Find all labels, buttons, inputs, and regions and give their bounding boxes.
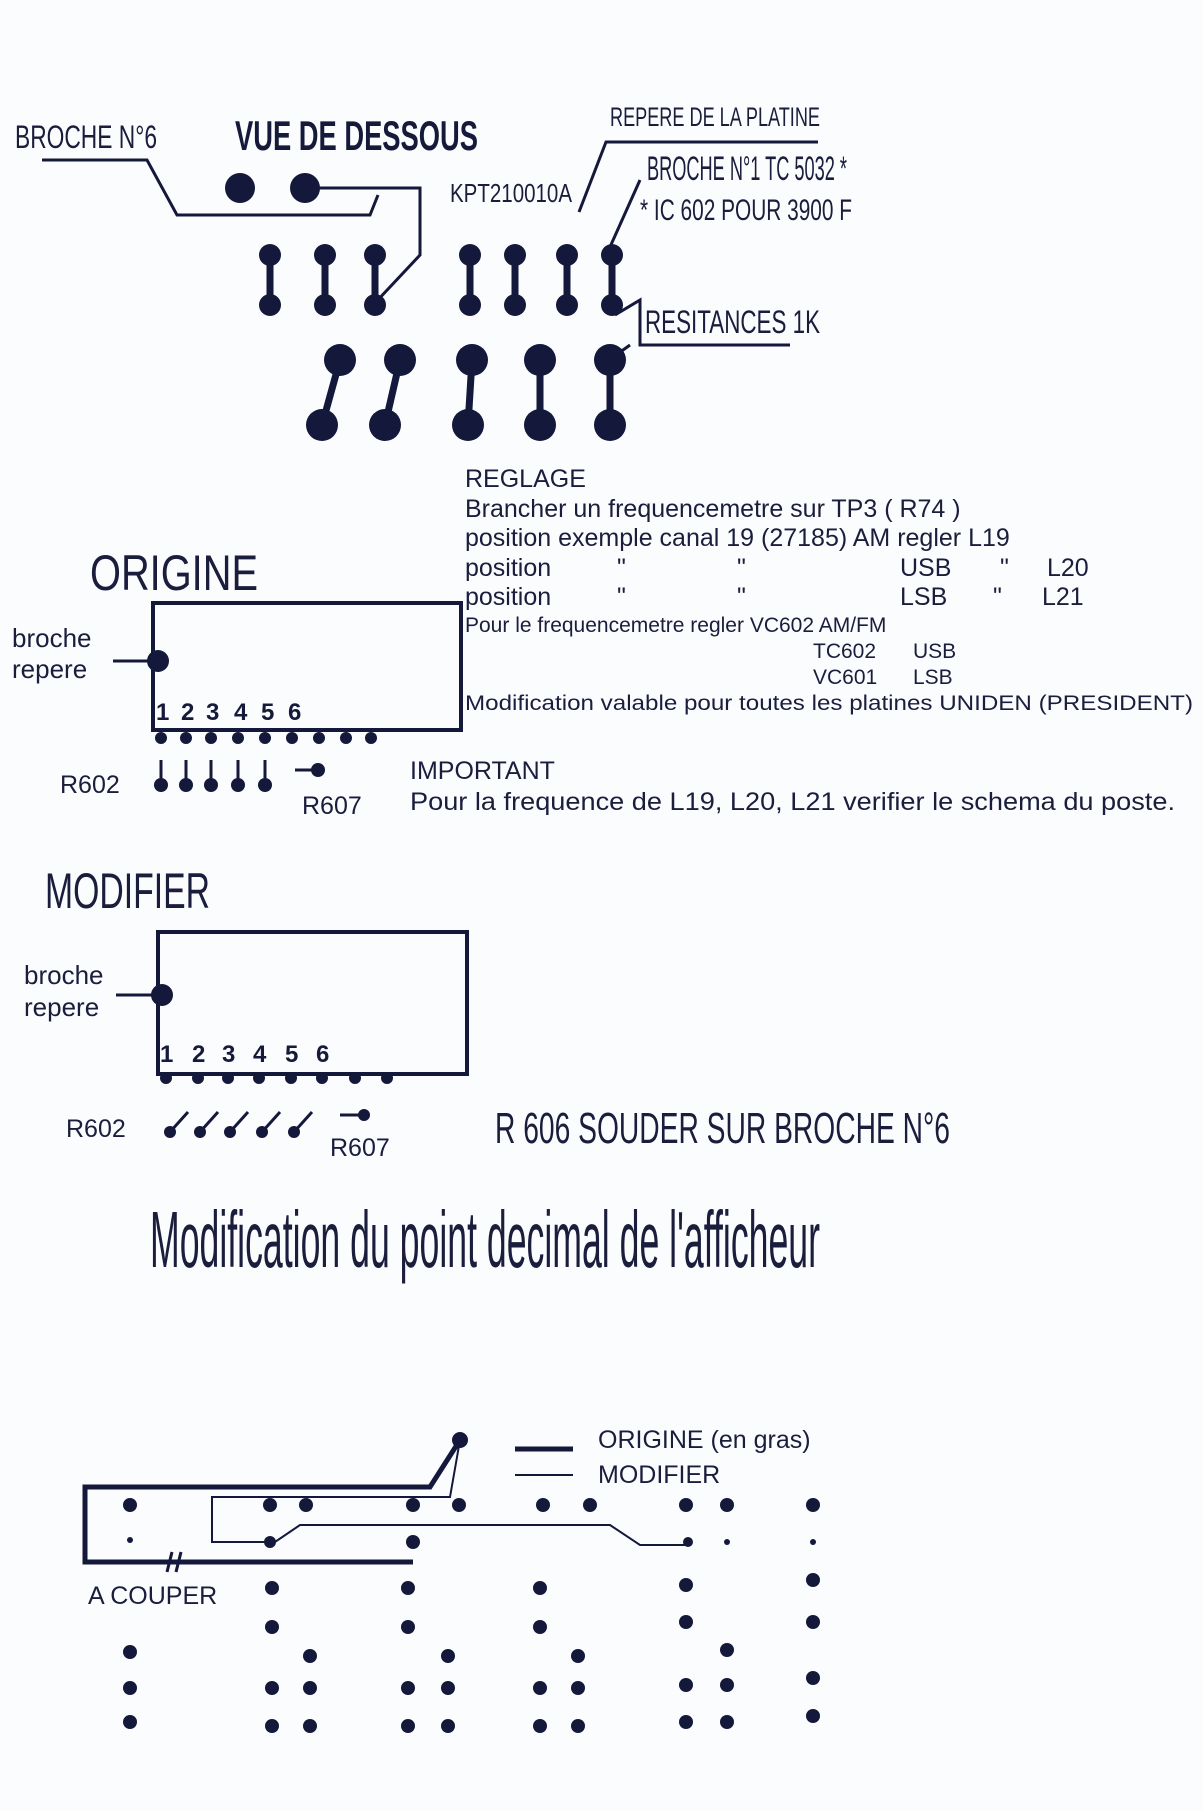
reglage-title: REGLAGE: [465, 465, 586, 493]
legend-origine: ORIGINE (en gras): [598, 1426, 811, 1454]
origine-broche-label: broche: [12, 623, 92, 653]
reglage-line-7b: LSB: [913, 666, 953, 689]
decimal-legend: [515, 1426, 811, 1489]
reglage-row4-coil: L21: [1042, 583, 1084, 611]
pin-number: 1: [156, 699, 170, 726]
pin-marker: [147, 650, 169, 672]
reglage-line-6a: TC602: [813, 640, 877, 663]
kpt-label: KPT210010A: [450, 178, 573, 208]
reglage-row3-q3: ": [1000, 554, 1009, 582]
reglage-row4-label: position: [465, 583, 552, 611]
modifier-diagram: [24, 863, 950, 1162]
cut-label: A COUPER: [88, 1582, 218, 1610]
modifier-r607: R607: [330, 1134, 390, 1162]
reglage-line-2: position exemple canal 19 (27185) AM regler L19: [465, 524, 1010, 552]
reglage-block: [465, 465, 1193, 715]
important-block: [410, 757, 1175, 816]
origine-r602: R602: [60, 771, 120, 799]
pin-number: 6: [288, 699, 302, 726]
reglage-row3-mode: USB: [900, 554, 952, 582]
broche6-label: BROCHE N°6: [15, 119, 157, 155]
modifier-broche-label: broche: [24, 960, 104, 990]
modifier-r602: R602: [66, 1115, 126, 1143]
r606-note: R 606 SOUDER SUR BROCHE N°6: [495, 1104, 950, 1153]
broche1-leader: [610, 180, 640, 247]
reglage-line-1: Brancher un frequencemetre sur TP3 ( R74 ): [465, 495, 961, 523]
pin-number: 3: [222, 1041, 236, 1068]
pin-number: 5: [261, 699, 275, 726]
pad: [290, 173, 320, 203]
pin-number: 5: [285, 1041, 299, 1068]
origine-title: ORIGINE: [90, 545, 258, 601]
pin-row-2: [306, 344, 626, 441]
pin-marker: [151, 984, 173, 1006]
origine-diagram: [12, 545, 461, 820]
pin-number: 6: [316, 1041, 330, 1068]
reglage-row4-mode: LSB: [900, 583, 948, 611]
pin-number: 1: [160, 1041, 174, 1068]
pin-number: 3: [206, 699, 220, 726]
ic-body: [153, 603, 461, 730]
pcb-pads: [123, 1498, 820, 1733]
pad: [225, 173, 255, 203]
resistor-row: [154, 760, 325, 792]
reglage-row3-q1: ": [617, 554, 626, 582]
reglage-row4-q3: ": [993, 583, 1002, 611]
pin-numbers: [160, 1041, 329, 1068]
reglage-row4-q2: ": [737, 583, 746, 611]
top-view-title: VUE DE DESSOUS: [235, 112, 478, 159]
ic-pins: [155, 732, 377, 744]
origine-repere-label: repere: [12, 654, 88, 684]
legend-modifier: MODIFIER: [598, 1461, 721, 1489]
pin-number: 2: [192, 1041, 206, 1068]
reglage-line-8: Modification valable pour toutes les platines UNIDEN (PRESIDENT): [465, 692, 1193, 715]
modifier-repere-label: repere: [24, 992, 100, 1022]
reglage-line-6b: USB: [913, 640, 957, 663]
resistances-label: RESITANCES 1K: [645, 304, 820, 340]
pin-numbers: [156, 699, 301, 726]
reglage-line-5: Pour le frequencemetre regler VC602 AM/FM: [465, 614, 887, 637]
pin-number: 4: [253, 1041, 267, 1068]
repere-platine-label: REPERE DE LA PLATINE: [610, 102, 820, 132]
reglage-row3-coil: L20: [1047, 554, 1089, 582]
modifier-title: MODIFIER: [45, 863, 210, 919]
reglage-row3-q2: ": [737, 554, 746, 582]
origine-r607: R607: [302, 792, 362, 820]
pin-number: 4: [234, 699, 248, 726]
reglage-row3-label: position: [465, 554, 552, 582]
pin-row-1: [259, 244, 623, 316]
ic602-note: * IC 602 POUR 3900 F: [640, 194, 852, 227]
broche1-label: BROCHE N°1 TC 5032 *: [647, 150, 847, 188]
important-text: Pour la frequence de L19, L20, L21 verifier le schema du poste.: [410, 788, 1175, 816]
pad: [452, 1432, 468, 1448]
decimal-title: Modification du point decimal de l'afficheur: [150, 1195, 820, 1284]
reglage-line-7a: VC601: [813, 666, 878, 689]
important-title: IMPORTANT: [410, 757, 555, 785]
top-view-diagram: [15, 102, 852, 441]
pin-number: 2: [181, 699, 195, 726]
reglage-row4-q1: ": [617, 583, 626, 611]
